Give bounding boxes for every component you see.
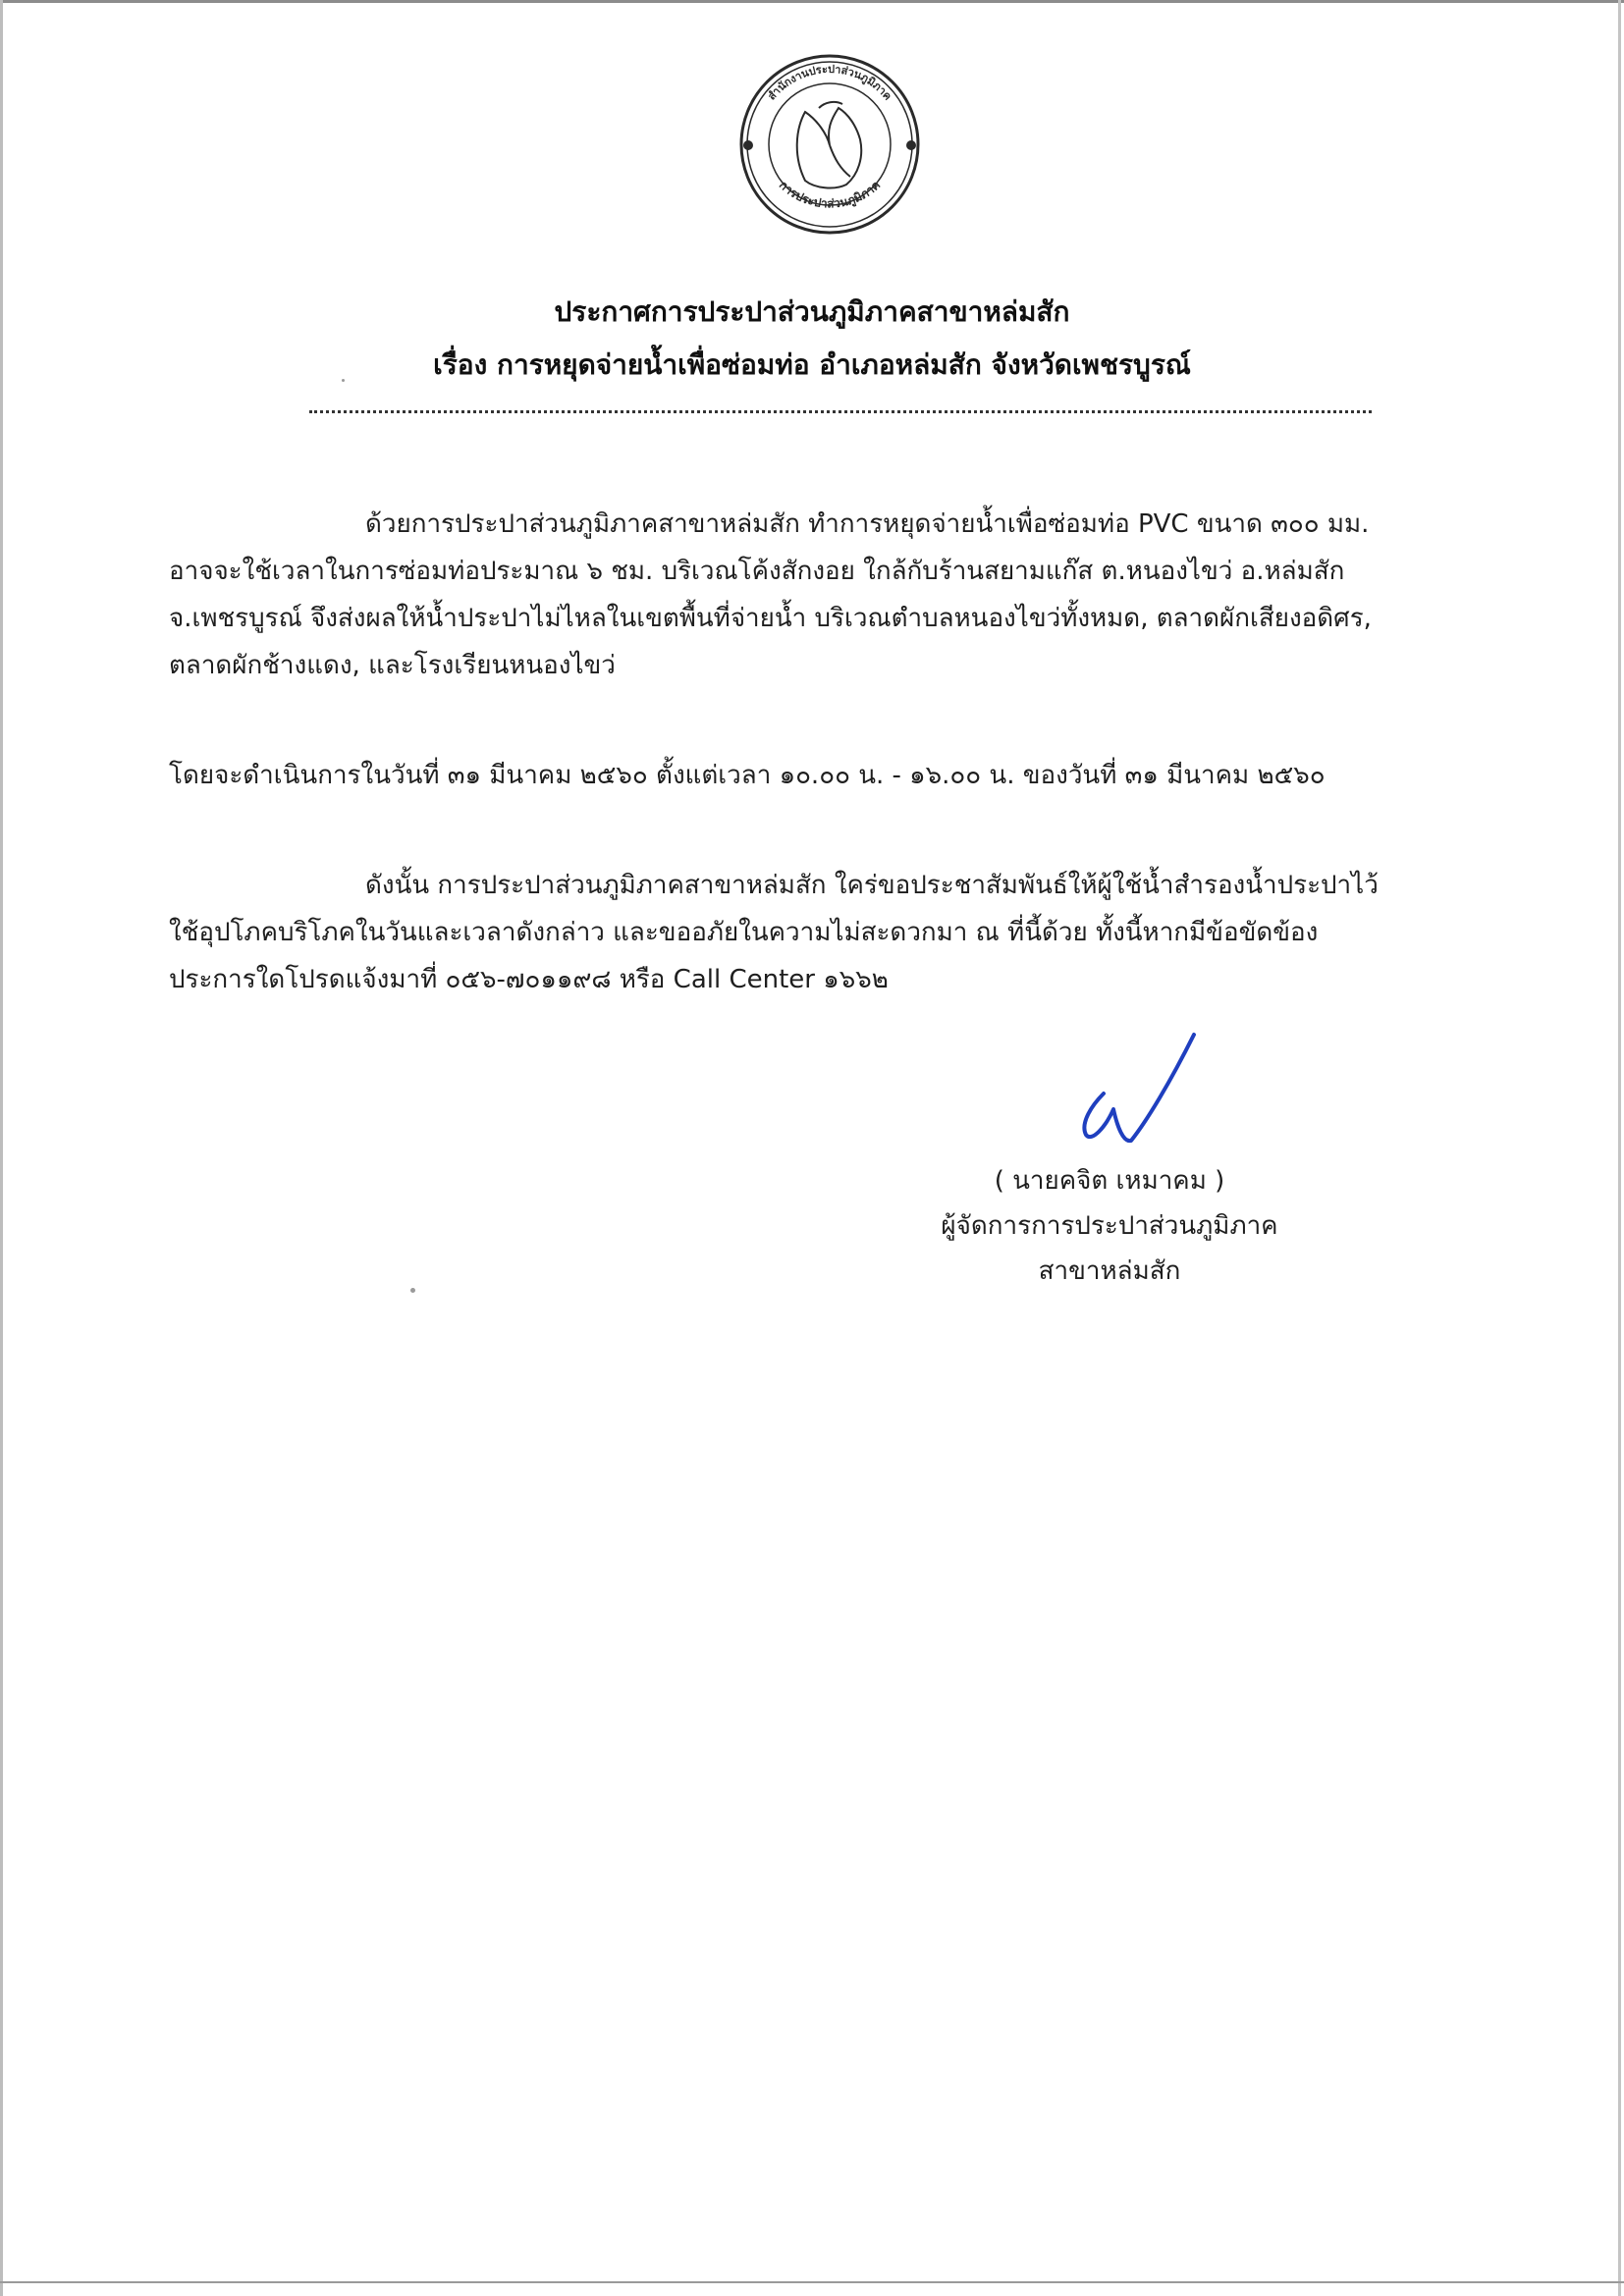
paragraph-1-line: ด้วยการประปาส่วนภูมิภาคสาขาหล่มสัก ทำการหยุดจ่ายน้ำเพื่อซ่อมท่อ PVC ขนาด ๓๐๐ มม. bbox=[365, 509, 1370, 539]
body-paragraph-3 bbox=[169, 862, 1455, 1003]
paragraph-2-line: โดยจะดำเนินการในวันที่ ๓๑ มีนาคม ๒๕๖๐ ตั้งแต่เวลา ๑๐.๐๐ น. - ๑๖.๐๐ น. ของวันที่ ๓๑ มีนาคม ๒๕๖๐ bbox=[169, 761, 1326, 790]
seal-bottom-text: การประปาส่วนภูมิภาค bbox=[776, 178, 884, 211]
notice-subject: เรื่อง การหยุดจ่ายน้ำเพื่อซ่อมท่อ อำเภอหล่มสัก จังหวัดเพชรบูรณ์ bbox=[433, 348, 1191, 381]
paragraph-1-line: ตลาดผักช้างแดง, และโรงเรียนหนองไขว่ bbox=[169, 651, 616, 680]
paragraph-3-line: ใช้อุปโภคบริโภคในวันและเวลาดังกล่าว และขออภัยในความไม่สะดวกมา ณ ที่นี้ด้วย ทั้งนี้หากมีข้อขัดข้อง bbox=[169, 918, 1319, 947]
paragraph-1-line: จ.เพชรบูรณ์ จึงส่งผลให้น้ำประปาไม่ไหลในเขตพื้นที่จ่ายน้ำ บริเวณตำบลหนองไขว่ทั้งหมด, ตลาดผักเสียงอดิศร, bbox=[169, 604, 1372, 633]
page-edge-top bbox=[0, 0, 1624, 3]
body-paragraph-1 bbox=[169, 501, 1455, 689]
dotted-divider bbox=[309, 410, 1372, 413]
seal-top-text: สำนักงานประปาส่วนภูมิภาค bbox=[765, 62, 894, 103]
scan-speck bbox=[342, 379, 345, 382]
signatory-block bbox=[884, 1158, 1335, 1294]
pwa-seal-logo bbox=[736, 51, 923, 238]
svg-text:การประปาส่วนภูมิภาค bbox=[777, 178, 883, 210]
signatory-branch: สาขาหล่มสัก bbox=[1038, 1256, 1181, 1286]
scan-speck bbox=[410, 1288, 415, 1293]
handwritten-signature bbox=[1056, 1025, 1204, 1147]
notice-title: ประกาศการประปาส่วนภูมิภาคสาขาหล่มสัก bbox=[554, 295, 1070, 328]
page-edge-bottom bbox=[0, 2281, 1624, 2283]
body-paragraph-2 bbox=[169, 752, 1455, 799]
paragraph-3-line: ประการใดโปรดแจ้งมาที่ ๐๕๖-๗๐๑๑๙๘ หรือ Call Center ๑๖๖๒ bbox=[169, 965, 889, 994]
paragraph-1-line: อาจจะใช้เวลาในการซ่อมท่อประมาณ ๖ ชม. บริเวณโค้งสักงอย ใกล้กับร้านสยามแก๊ส ต.หนองไขว่ อ.หล่มสัก bbox=[169, 557, 1345, 586]
signatory-position: ผู้จัดการการประปาส่วนภูมิภาค bbox=[941, 1211, 1278, 1241]
signatory-name: ( นายคจิต เหมาคม ) bbox=[994, 1166, 1225, 1196]
paragraph-3-line: ดังนั้น การประปาส่วนภูมิภาคสาขาหล่มสัก ใคร่ขอประชาสัมพันธ์ให้ผู้ใช้น้ำสำรองน้ำประปาไว้ bbox=[365, 871, 1379, 900]
